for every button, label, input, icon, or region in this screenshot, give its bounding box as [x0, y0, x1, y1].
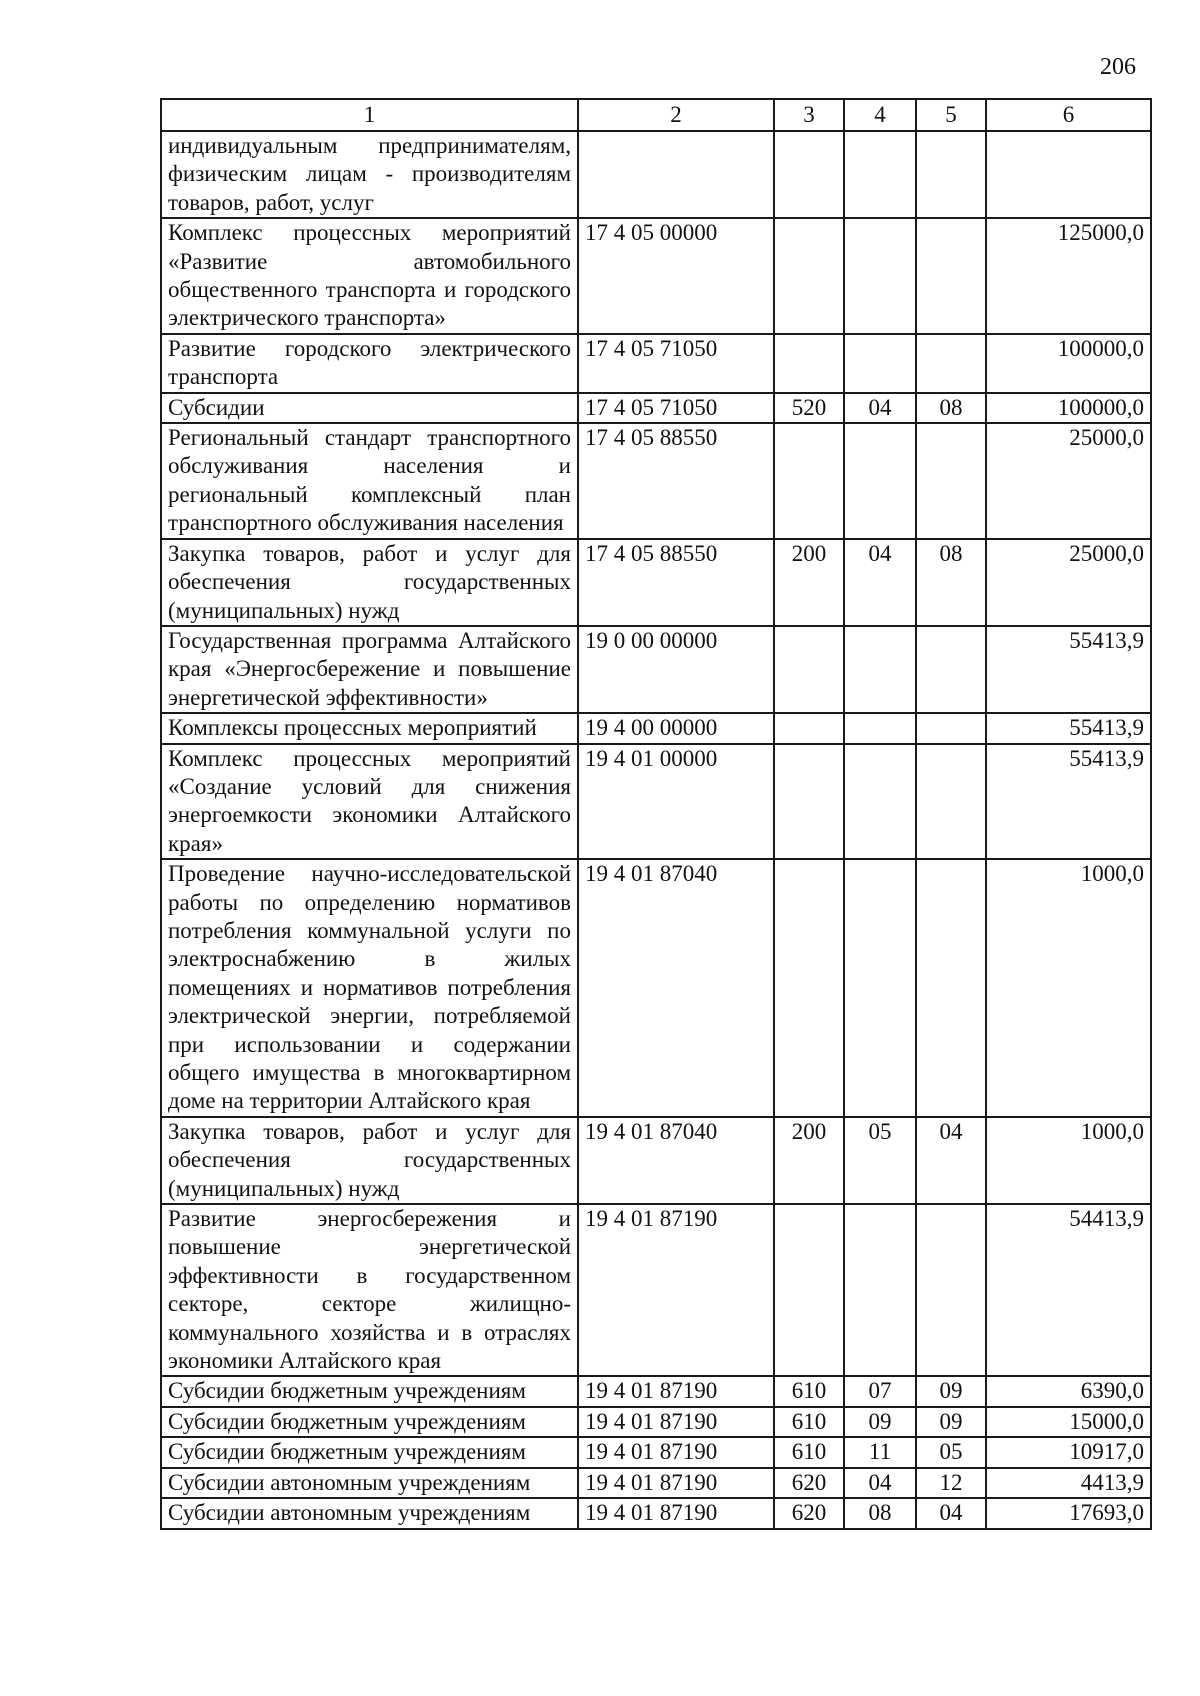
table-row	[161, 393, 1151, 423]
row-name: Комплекс процессных мероприятий «Создание условий для снижения энергоемкости экономики Алтайского края»	[161, 744, 578, 860]
table-row	[161, 218, 1151, 334]
row-col4: 09	[844, 1407, 916, 1437]
row-code: 17 4 05 88550	[578, 423, 774, 539]
row-sum: 25000,0	[986, 423, 1151, 539]
row-name: индивидуальным предпринимателям, физическим лицам - производителям товаров, работ, услуг	[161, 131, 578, 218]
row-sum: 10917,0	[986, 1437, 1151, 1467]
row-col3: 610	[774, 1437, 844, 1467]
row-col4: 05	[844, 1117, 916, 1204]
row-code: 19 4 01 00000	[578, 744, 774, 860]
table-row	[161, 1437, 1151, 1467]
table-row	[161, 334, 1151, 393]
row-col3: 610	[774, 1376, 844, 1406]
row-name: Субсидии автономным учреждениям	[161, 1498, 578, 1528]
row-name: Региональный стандарт транспортного обслуживания населения и региональный комплексный план транспортного обслуживания населения	[161, 423, 578, 539]
row-col5: 08	[916, 393, 986, 423]
row-col5: 04	[916, 1498, 986, 1528]
row-col4: 08	[844, 1498, 916, 1528]
row-sum: 55413,9	[986, 626, 1151, 713]
row-sum: 100000,0	[986, 334, 1151, 393]
row-name: Субсидии автономным учреждениям	[161, 1468, 578, 1498]
row-name: Субсидии бюджетным учреждениям	[161, 1437, 578, 1467]
row-sum	[986, 131, 1151, 218]
row-code: 17 4 05 00000	[578, 218, 774, 334]
row-col4	[844, 859, 916, 1117]
table-row	[161, 131, 1151, 218]
row-sum: 25000,0	[986, 539, 1151, 626]
row-col4: 04	[844, 393, 916, 423]
row-col5: 09	[916, 1407, 986, 1437]
table-row	[161, 626, 1151, 713]
table-row	[161, 1498, 1151, 1528]
table-body	[161, 131, 1151, 1529]
row-code: 17 4 05 88550	[578, 539, 774, 626]
row-code: 19 4 01 87190	[578, 1437, 774, 1467]
row-col4	[844, 131, 916, 218]
table-row	[161, 744, 1151, 860]
row-col5	[916, 423, 986, 539]
row-code: 19 4 01 87040	[578, 859, 774, 1117]
column-header: 5	[916, 99, 986, 131]
row-col5	[916, 218, 986, 334]
row-col4	[844, 423, 916, 539]
row-sum: 55413,9	[986, 713, 1151, 743]
table-row	[161, 539, 1151, 626]
row-code: 19 4 00 00000	[578, 713, 774, 743]
row-name: Субсидии	[161, 393, 578, 423]
row-name: Субсидии бюджетным учреждениям	[161, 1376, 578, 1406]
table-row	[161, 713, 1151, 743]
page-number: 206	[1100, 54, 1136, 80]
row-name: Комплекс процессных мероприятий «Развитие автомобильного общественного транспорта и городского электрического транспорта»	[161, 218, 578, 334]
row-col5: 08	[916, 539, 986, 626]
row-col4: 07	[844, 1376, 916, 1406]
row-col4	[844, 334, 916, 393]
row-col5	[916, 131, 986, 218]
row-col4	[844, 218, 916, 334]
row-code: 19 4 01 87190	[578, 1468, 774, 1498]
row-col5: 09	[916, 1376, 986, 1406]
row-name: Закупка товаров, работ и услуг для обеспечения государственных (муниципальных) нужд	[161, 539, 578, 626]
row-col3	[774, 744, 844, 860]
row-col3: 200	[774, 1117, 844, 1204]
row-col5	[916, 713, 986, 743]
row-code	[578, 131, 774, 218]
row-col5	[916, 744, 986, 860]
row-sum: 4413,9	[986, 1468, 1151, 1498]
row-col4	[844, 713, 916, 743]
row-name: Субсидии бюджетным учреждениям	[161, 1407, 578, 1437]
table-row	[161, 1468, 1151, 1498]
row-col3	[774, 713, 844, 743]
row-code: 17 4 05 71050	[578, 334, 774, 393]
row-col3: 610	[774, 1407, 844, 1437]
row-col3	[774, 131, 844, 218]
row-sum: 54413,9	[986, 1204, 1151, 1376]
row-name: Закупка товаров, работ и услуг для обеспечения государственных (муниципальных) нужд	[161, 1117, 578, 1204]
row-col3: 620	[774, 1498, 844, 1528]
row-code: 19 4 01 87190	[578, 1498, 774, 1528]
row-col5	[916, 859, 986, 1117]
row-col5: 04	[916, 1117, 986, 1204]
table-row	[161, 1376, 1151, 1406]
row-sum: 1000,0	[986, 1117, 1151, 1204]
row-sum: 55413,9	[986, 744, 1151, 860]
row-code: 19 0 00 00000	[578, 626, 774, 713]
row-col4: 11	[844, 1437, 916, 1467]
row-sum: 125000,0	[986, 218, 1151, 334]
row-col3: 620	[774, 1468, 844, 1498]
row-code: 19 4 01 87040	[578, 1117, 774, 1204]
row-name: Развитие городского электрического транспорта	[161, 334, 578, 393]
column-header: 1	[161, 99, 578, 131]
row-sum: 100000,0	[986, 393, 1151, 423]
row-code: 19 4 01 87190	[578, 1204, 774, 1376]
row-col4	[844, 1204, 916, 1376]
row-name: Государственная программа Алтайского края «Энергосбережение и повышение энергетической эффективности»	[161, 626, 578, 713]
row-col3: 200	[774, 539, 844, 626]
row-col5: 12	[916, 1468, 986, 1498]
table-row	[161, 1117, 1151, 1204]
row-col3	[774, 626, 844, 713]
row-col4	[844, 626, 916, 713]
row-col3	[774, 218, 844, 334]
row-col3	[774, 859, 844, 1117]
table-row	[161, 1407, 1151, 1437]
table-row	[161, 1204, 1151, 1376]
row-sum: 15000,0	[986, 1407, 1151, 1437]
row-col5	[916, 334, 986, 393]
row-code: 19 4 01 87190	[578, 1376, 774, 1406]
row-col4	[844, 744, 916, 860]
row-name: Проведение научно-исследовательской работы по определению нормативов потребления коммунальной услуги по электроснабжению в жилых помещениях и нормативов потребления электрической энергии, потребляемой при использовании и содержании общего имущества в многоквартирном доме на территории Алтайского края	[161, 859, 578, 1117]
row-col5	[916, 626, 986, 713]
row-sum: 1000,0	[986, 859, 1151, 1117]
row-name: Развитие энергосбережения и повышение энергетической эффективности в государственном секторе, секторе жилищно-коммунального хозяйства и в отраслях экономики Алтайского края	[161, 1204, 578, 1376]
table-header-row	[161, 99, 1151, 131]
row-col5	[916, 1204, 986, 1376]
row-col4: 04	[844, 539, 916, 626]
table-row	[161, 859, 1151, 1117]
row-name: Комплексы процессных мероприятий	[161, 713, 578, 743]
row-code: 19 4 01 87190	[578, 1407, 774, 1437]
column-header: 6	[986, 99, 1151, 131]
row-sum: 6390,0	[986, 1376, 1151, 1406]
row-code: 17 4 05 71050	[578, 393, 774, 423]
column-header: 2	[578, 99, 774, 131]
row-sum: 17693,0	[986, 1498, 1151, 1528]
row-col5: 05	[916, 1437, 986, 1467]
row-col3	[774, 423, 844, 539]
table-row	[161, 423, 1151, 539]
row-col4: 04	[844, 1468, 916, 1498]
budget-table	[160, 98, 1152, 1530]
row-col3	[774, 334, 844, 393]
column-header: 4	[844, 99, 916, 131]
column-header: 3	[774, 99, 844, 131]
row-col3	[774, 1204, 844, 1376]
row-col3: 520	[774, 393, 844, 423]
